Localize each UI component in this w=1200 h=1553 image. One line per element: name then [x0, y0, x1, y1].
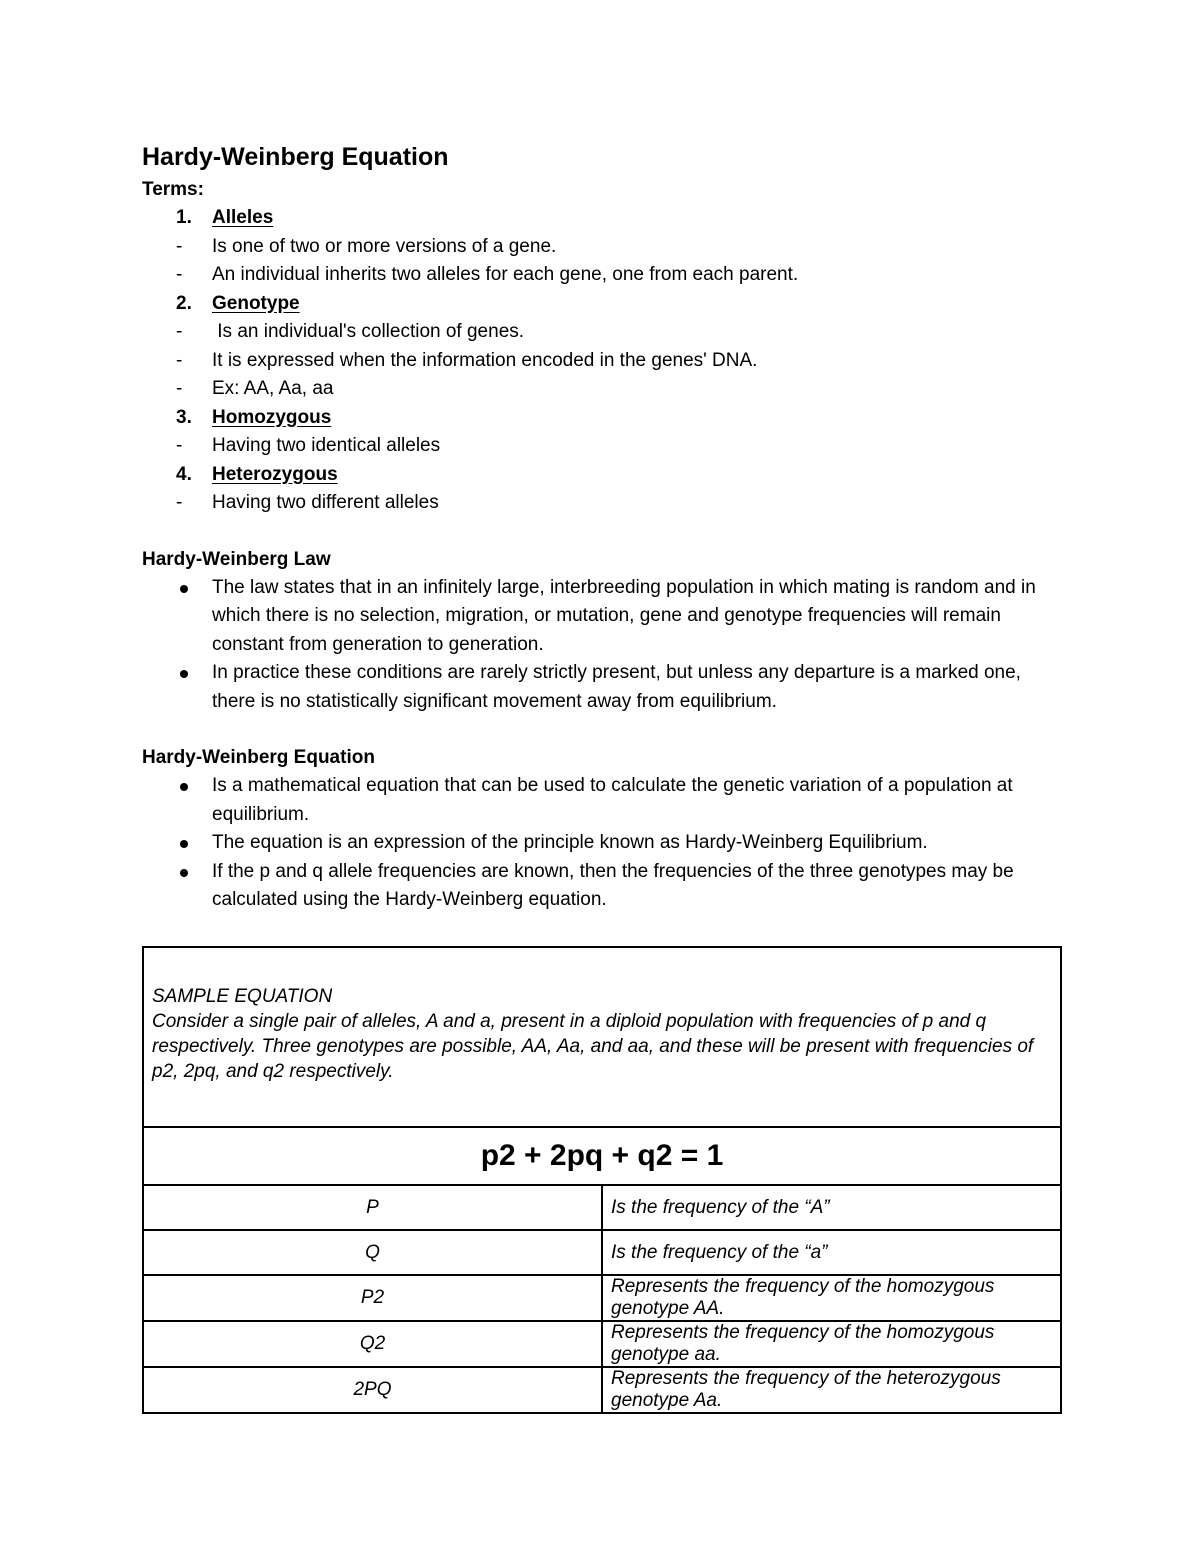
terms-label: Terms:: [142, 179, 204, 200]
term-definitions: [142, 432, 1062, 461]
term-number: 2.: [176, 292, 192, 314]
bullet-dot-icon: [180, 840, 188, 848]
term-item: [142, 290, 1062, 319]
bullet-dot-icon: [180, 670, 188, 678]
table-row: [143, 1275, 1061, 1321]
term-name: Genotype: [212, 292, 300, 314]
variable-cell: P2: [143, 1275, 602, 1321]
law-heading: Hardy-Weinberg Law: [142, 548, 331, 570]
bullet-item: [142, 772, 1062, 829]
bullet-dot-icon: [180, 783, 188, 791]
description-cell: Represents the frequency of the homozygous genotype aa.: [602, 1321, 1061, 1367]
term-definition: - Is an individual's collection of genes.: [142, 318, 1062, 347]
document-title: Hardy-Weinberg Equation: [142, 143, 449, 171]
table-row: [143, 1230, 1061, 1275]
variable-cell: 2PQ: [143, 1367, 602, 1413]
term-name: Heterozygous: [212, 463, 338, 485]
document-page: [142, 138, 1062, 915]
variable-cell: Q: [143, 1230, 602, 1275]
term-number: 3.: [176, 406, 192, 428]
term-definitions: [142, 233, 1062, 290]
term-item: [142, 461, 1062, 490]
sample-intro-text: Consider a single pair of alleles, A and a, present in a diploid population with frequencies of p and q respectively. Three genotypes are possible, AA, Aa, and aa, and these will be present with frequencies of p2, 2pq, and q2 respectively.: [152, 1011, 1034, 1082]
term-item: [142, 204, 1062, 233]
equation-bullets: [142, 772, 1062, 915]
sample-heading: SAMPLE EQUATION: [152, 986, 333, 1007]
term-definition: - It is expressed when the information encoded in the genes' DNA.: [142, 347, 1062, 376]
bullet-item: [142, 858, 1062, 915]
equation-heading: Hardy-Weinberg Equation: [142, 747, 375, 768]
bullet-text: The law states that in an infinitely large, interbreeding population in which mating is random and in which there is no selection, migration, or mutation, gene and genotype frequencies will remain constant from generation to generation.: [212, 576, 1036, 655]
term-definition: - Having two different alleles: [142, 489, 1062, 518]
table-row: [143, 947, 1061, 1127]
term-name: Alleles: [212, 207, 274, 228]
description-cell: Is the frequency of the “A”: [602, 1185, 1061, 1230]
terms-list: [142, 204, 1062, 518]
bullet-text: In practice these conditions are rarely strictly present, but unless any departure is a marked one, there is no statistically significant movement away from equilibrium.: [212, 662, 1021, 712]
bullet-text: If the p and q allele frequencies are known, then the frequencies of the three genotypes may be calculated using the Hardy-Weinberg equation.: [212, 860, 1014, 910]
term-definitions-wrapper: [142, 432, 1062, 461]
table-row: [143, 1185, 1061, 1230]
term-number: 1.: [176, 207, 192, 228]
table-row: [143, 1127, 1061, 1185]
description-cell: Represents the frequency of the homozygous genotype AA.: [602, 1275, 1061, 1321]
bullet-item: [142, 574, 1062, 660]
bullet-dot-icon: [180, 869, 188, 877]
term-definition: - Having two identical alleles: [142, 432, 1062, 461]
equation-cell: p2 + 2pq + q2 = 1: [143, 1127, 1061, 1185]
bullet-text: The equation is an expression of the principle known as Hardy-Weinberg Equilibrium.: [212, 832, 928, 853]
table-row: [143, 1321, 1061, 1367]
law-bullets: [142, 574, 1062, 717]
bullet-item: [142, 829, 1062, 858]
spacer: [142, 518, 1062, 546]
bullet-dot-icon: [180, 585, 188, 593]
term-number: 4.: [176, 463, 192, 485]
description-cell: Represents the frequency of the heterozygous genotype Aa.: [602, 1367, 1061, 1413]
term-definitions-wrapper: [142, 233, 1062, 290]
variable-cell: Q2: [143, 1321, 602, 1367]
table-row: [143, 1367, 1061, 1413]
term-definitions-wrapper: [142, 318, 1062, 404]
variable-cell: P: [143, 1185, 602, 1230]
term-definitions: [142, 489, 1062, 518]
description-cell: Is the frequency of the “a”: [602, 1230, 1061, 1275]
term-item: [142, 404, 1062, 433]
term-name: Homozygous: [212, 406, 332, 428]
term-definition: - Ex: AA, Aa, aa: [142, 375, 1062, 404]
sample-equation-table: [142, 946, 1062, 1414]
sample-intro-cell: [143, 947, 1061, 1127]
term-definitions: [142, 318, 1062, 404]
bullet-item: [142, 659, 1062, 716]
term-definition: - An individual inherits two alleles for each gene, one from each parent.: [142, 261, 1062, 290]
term-definition: - Is one of two or more versions of a gene.: [142, 233, 1062, 262]
bullet-text: Is a mathematical equation that can be used to calculate the genetic variation of a population at equilibrium.: [212, 775, 1013, 825]
spacer: [142, 716, 1062, 744]
term-definitions-wrapper: [142, 489, 1062, 518]
